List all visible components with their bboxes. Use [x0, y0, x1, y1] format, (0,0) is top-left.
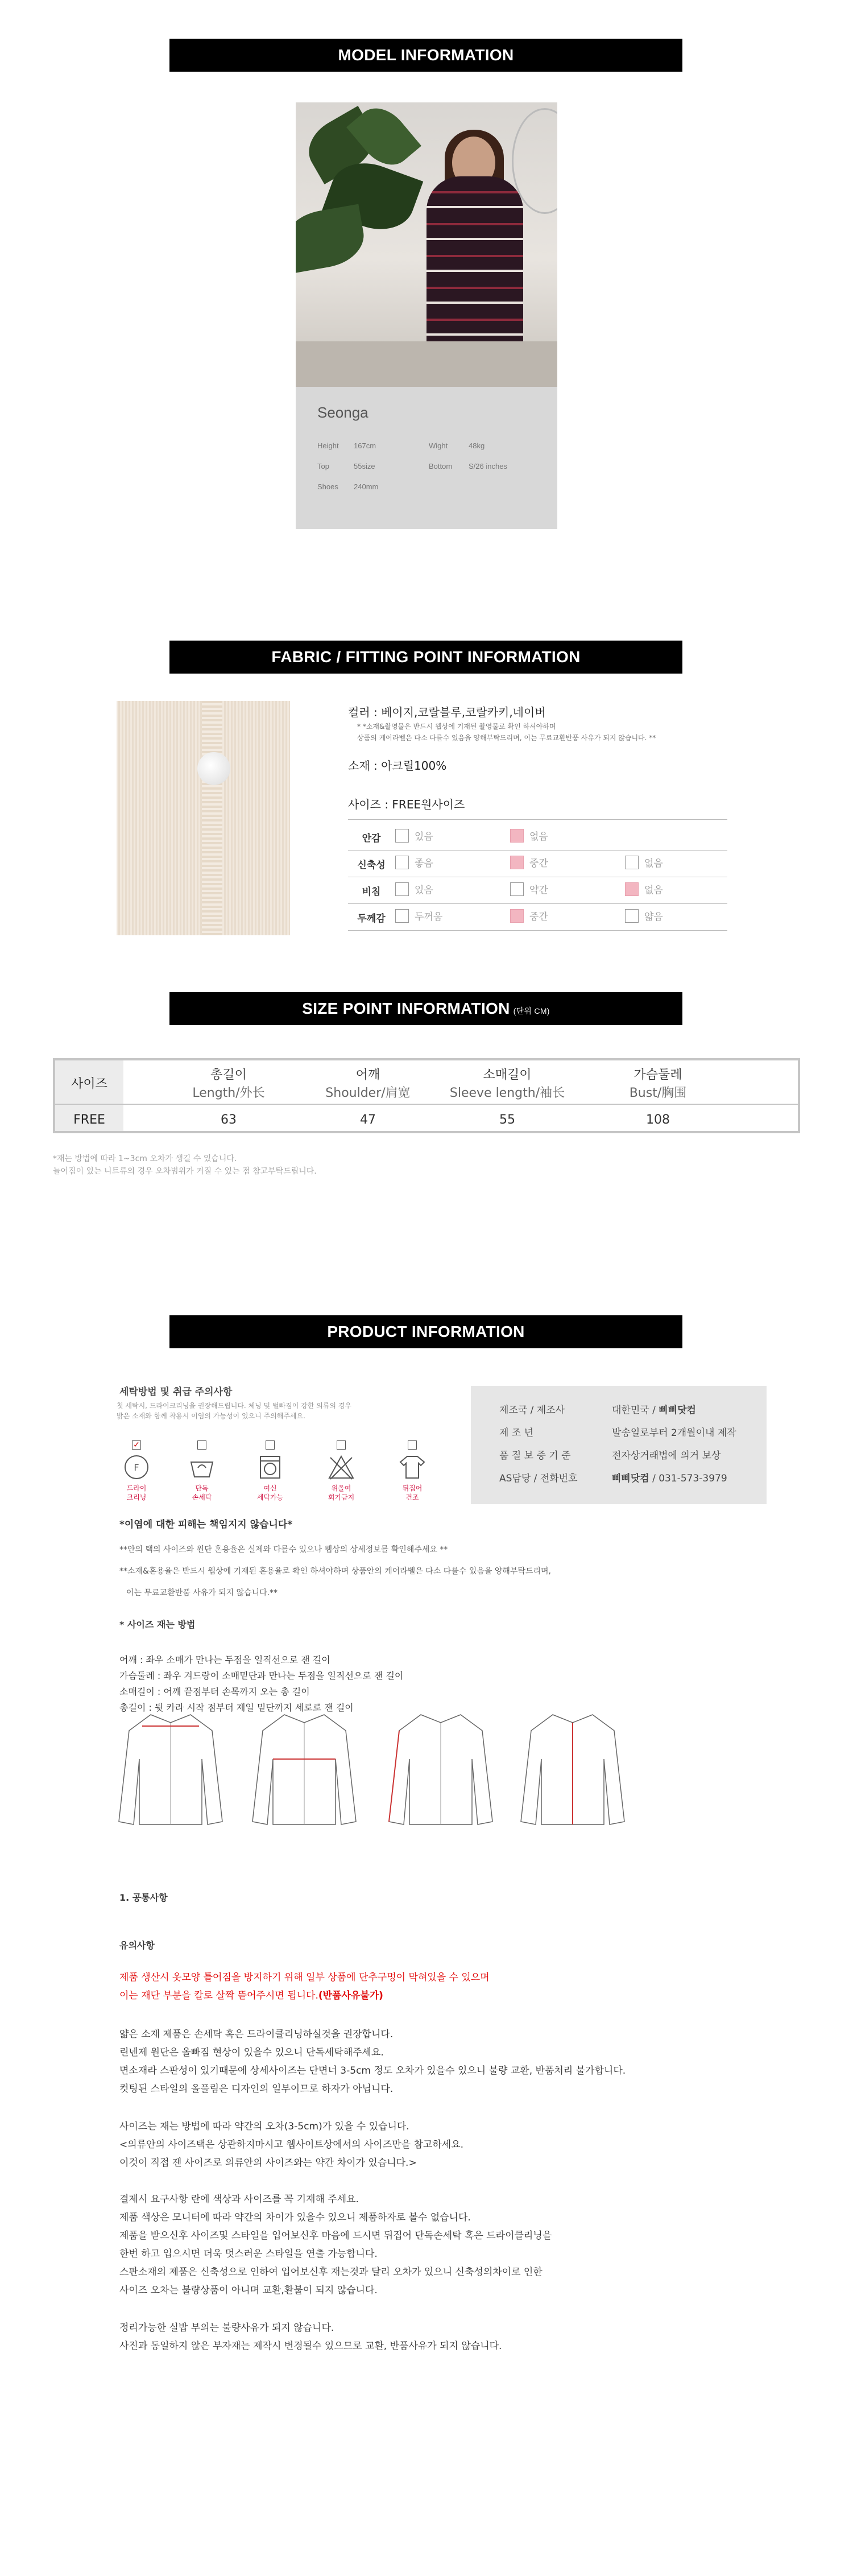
notice-line: <의류안의 사이즈택은 상관하지마시고 웹사이트상에서의 사이즈만을 참고하세요.: [119, 2139, 464, 2150]
col-bust-en: Bust/胸围: [629, 1086, 687, 1100]
model-info-card: [296, 387, 557, 529]
weight-label: Wight: [429, 441, 448, 450]
info-value: 대한민국 / 삐삐닷컴: [612, 1405, 696, 1416]
col-shoulder-value: 47: [360, 1113, 376, 1127]
measure-line: 소매길이 : 어깨 끝점부터 손목까지 오는 총 길이: [119, 1686, 310, 1697]
icon-label: 여신: [263, 1484, 277, 1492]
fit-row-lining: [348, 824, 727, 851]
checkbox: [625, 856, 639, 869]
notice-line: 스판소재의 제품은 신축성으로 인하여 입어보신후 재는것과 달리 오차가 있으니 신축성의차이로 인한: [119, 2267, 543, 2278]
shirt-sleeve-diagram: [387, 1708, 495, 1827]
stain-note-1: **안의 택의 사이즈와 원단 혼용율은 실제와 다를수 있으나 웹상의 상세정보를 확인해주세요 **: [119, 1545, 448, 1554]
fit-row-stretch: [348, 851, 727, 877]
notice-line: 한번 하고 입으시면 더욱 멋스러운 스타일을 연출 가능합니다.: [119, 2248, 378, 2260]
icon-label: 위올여: [331, 1484, 351, 1492]
info-label: AS담당 / 전화번호: [499, 1473, 578, 1484]
material-line: 소재 : 아크릴100%: [348, 759, 447, 773]
fit-row-label: 안감: [348, 824, 395, 851]
shoes-value: 240mm: [354, 482, 379, 491]
size-info-title: [169, 992, 682, 1025]
checkbox: [395, 829, 409, 843]
checkbox: [510, 882, 524, 896]
size-table: [53, 1058, 800, 1133]
checkbox: [395, 909, 409, 923]
col-bust-value: 108: [646, 1113, 670, 1127]
size-title-text: SIZE POINT INFORMATION: [302, 1000, 510, 1017]
col-length-value: 63: [221, 1113, 237, 1127]
option-label: 없음: [644, 858, 663, 870]
icon-label: 회기금지: [328, 1493, 355, 1501]
icon-label: 건조: [405, 1493, 419, 1501]
notice-line: 면소재라 스판성이 있기때문에 상세사이즈는 단면너 3-5cm 정도 오차가 있을수 있으니 불량 교환, 반품처리 불가합니다.: [119, 2065, 626, 2077]
measure-list: [119, 1652, 403, 1716]
notice-line: 이것이 직접 잰 사이즈로 의류안의 사이즈와는 약간 차이가 있습니다.>: [119, 2157, 417, 2169]
stain-note-2: **소재&혼용율은 반드시 웹상에 기재된 혼용율로 확인 하셔야하며 상품안의 케어라벨은 다소 다를수 있음을 양해부탁드리며,: [119, 1567, 551, 1576]
option-label: 없음: [529, 831, 548, 843]
icon-label: 크리닝: [126, 1493, 147, 1501]
weight-value: 48kg: [469, 441, 485, 450]
checkbox: [625, 909, 639, 923]
top-label: Top: [317, 462, 329, 470]
icon-label: 세탁가능: [256, 1493, 284, 1501]
checkbox-selected: [510, 829, 524, 843]
notice-line: 사이즈는 재는 방법에 따라 약간의 오차(3-5cm)가 있을 수 있습니다.: [119, 2121, 409, 2132]
fit-row-label: 신축성: [348, 851, 395, 877]
info-value: 삐삐닷컴 / 031-573-3979: [612, 1473, 727, 1484]
product-info-title: PRODUCT INFORMATION: [169, 1315, 682, 1348]
shirt-length-diagram: [519, 1708, 627, 1827]
stain-title: *이염에 대한 피해는 책임지지 않습니다*: [119, 1519, 293, 1530]
dry-clean-icon: ✓ F 드라이 크리닝: [117, 1440, 156, 1502]
info-value: 발송일로부터 2개월이내 제작: [612, 1427, 736, 1439]
fabric-info-title: FABRIC / FITTING POINT INFORMATION: [169, 641, 682, 674]
measure-line: 가슴둘레 : 좌우 겨드랑이 소매밑단과 만나는 두점을 일직선으로 잰 길이: [119, 1670, 404, 1681]
checkbox-selected: [625, 882, 639, 896]
height-label: Height: [317, 441, 339, 450]
icon-label: 단독: [195, 1484, 209, 1492]
notice-line: 제품을 받으신후 사이즈및 스타일을 입어보신후 마음에 드시면 뒤집어 단독손세탁 혹은 드라이클리닝을: [119, 2230, 552, 2241]
color-note-1: * *소재&촬영물은 반드시 웹상에 기재된 촬영물로 확인 하셔야하며: [357, 723, 556, 730]
checkbox-selected: [510, 909, 524, 923]
fit-row-thickness: [348, 904, 727, 931]
measure-line: 총길이 : 뒷 카라 시작 점부터 제일 밑단까지 세로로 잰 길이: [119, 1702, 354, 1713]
hand-wash-icon: [182, 1440, 222, 1502]
checkbox: [395, 882, 409, 896]
size-note-2: 늘어짐이 있는 니트류의 경우 오차범위가 커질 수 있는 점 참고부탁드립니다.: [53, 1167, 317, 1176]
shirt-shoulder-diagram: [117, 1708, 225, 1827]
col-length-ko: 총길이: [210, 1068, 247, 1082]
size-row-label: 사이즈: [71, 1077, 107, 1091]
notice-line: 사이즈 오차는 불량상품이 아니며 교환,환불이 되지 않습니다.: [119, 2285, 378, 2296]
option-label: 없음: [644, 885, 663, 897]
col-sleeve-value: 55: [499, 1113, 515, 1127]
col-sleeve-en: Sleeve length/袖长: [449, 1086, 565, 1100]
model-name: Seonga: [317, 404, 368, 421]
icon-label: 손세탁: [192, 1493, 212, 1501]
common-title: 1. 공통사항: [119, 1892, 168, 1903]
option-label: 두꺼움: [415, 911, 443, 923]
measure-title: * 사이즈 재는 방법: [119, 1619, 196, 1630]
caution-title: 유의사항: [119, 1940, 155, 1951]
measure-line: 어깨 : 좌우 소매가 만나는 두점을 일직선으로 잰 길이: [119, 1654, 330, 1665]
notice-line: 정리가능한 실밥 부의는 불량사유가 되지 않습니다.: [119, 2322, 334, 2334]
caution-red-1: 제품 생산시 옷모양 틀어짐을 방지하기 위해 일부 상품에 단추구멍이 막혀있을 수 있으며: [119, 1972, 490, 1983]
notice-group-2: [119, 2117, 463, 2172]
color-note-2: 상품의 케어라벨은 다소 다를수 있음을 양해부탁드리며, 이는 무료교환반품 사유가 되지 않습니다. **: [357, 734, 656, 742]
option-label: 중간: [529, 858, 548, 870]
option-label: 좋음: [415, 858, 433, 870]
icon-label: 뒤집어: [402, 1484, 423, 1492]
notice-group-4: [119, 2319, 502, 2355]
info-value: 전자상거래법에 의거 보상: [612, 1450, 721, 1462]
col-shoulder-ko: 어깨: [355, 1068, 380, 1082]
shoes-label: Shoes: [317, 482, 338, 491]
care-title: 세탁방법 및 취급 주의사항: [119, 1386, 233, 1398]
notice-line: 린넨제 원단은 올빠짐 현상이 있을수 있으니 단독세탁해주세요.: [119, 2047, 384, 2058]
checkbox-selected: [510, 856, 524, 869]
fit-row-label: 비침: [348, 877, 395, 904]
care-desc-1: 첫 세탁시, 드라이크리닝을 권장해드립니다. 체닝 및 털빠짐이 강한 의류의 경우: [117, 1402, 351, 1410]
col-shoulder-en: Shoulder/肩宽: [325, 1086, 411, 1100]
notice-line: 사진과 동일하지 않은 부자재는 제작시 변경될수 있으므로 교환, 반품사유가 되지 않습니다.: [119, 2340, 502, 2352]
option-label: 있음: [415, 831, 433, 843]
checkbox: [395, 856, 409, 869]
notice-line: 컷팅된 스타일의 올풀림은 디자인의 일부이므로 하자가 아닙니다.: [119, 2083, 394, 2095]
option-label: 중간: [529, 911, 548, 923]
bottom-value: S/26 inches: [469, 462, 507, 470]
color-line: 컬러 : 베이지,코랄블루,코랄카키,네이버: [348, 705, 546, 719]
info-label: 품 질 보 증 기 준: [499, 1450, 571, 1462]
model-info-title: MODEL INFORMATION: [169, 39, 682, 72]
fit-row-label: 두께감: [348, 904, 395, 931]
fabric-swatch-image: [117, 701, 290, 935]
flat-dry-icon: [392, 1440, 432, 1502]
fitting-table: [348, 824, 727, 931]
col-bust-ko: 가슴둘레: [633, 1068, 682, 1082]
bottom-label: Bottom: [429, 462, 453, 470]
info-label: 제 조 년: [499, 1427, 534, 1439]
notice-line: 얇은 소재 제품은 손세탁 혹은 드라이클리닝하실것을 권장합니다.: [119, 2029, 394, 2040]
model-photo: [296, 102, 557, 387]
option-label: 얇음: [644, 911, 663, 923]
notice-line: 제품 색상은 모니터에 따라 약간의 차이가 있을수 있으니 제품하자로 볼수 없습니다.: [119, 2212, 471, 2223]
size-row-free: FREE: [73, 1113, 105, 1127]
shirt-bust-diagram: [250, 1708, 358, 1827]
size-note-1: *재는 방법에 따라 1~3cm 오차가 생길 수 있습니다.: [53, 1154, 237, 1163]
care-desc-2: 밝은 소재와 함께 착용시 이염의 가능성이 있으니 주의해주세요.: [117, 1412, 305, 1420]
svg-text:F: F: [134, 1462, 139, 1473]
caution-red-2: 이는 재단 부분을 칼로 살짝 뜯어주시면 됩니다.(반품사유불가): [119, 1990, 383, 2001]
col-length-en: Length/外长: [192, 1086, 265, 1100]
fit-row-sheer: [348, 877, 727, 904]
height-value: 167cm: [354, 441, 376, 450]
notice-group-3: [119, 2190, 552, 2300]
product-info-box: [471, 1386, 767, 1504]
col-sleeve-ko: 소매길이: [483, 1068, 532, 1082]
notice-line: 결제시 요구사항 란에 색상과 사이즈를 꼭 기재해 주세요.: [119, 2194, 359, 2205]
no-bleach-icon: [321, 1440, 361, 1502]
notice-group-1: [119, 2025, 626, 2098]
stain-note-3: 이는 무료교환반품 사유가 되지 않습니다.**: [126, 1588, 278, 1597]
machine-wash-icon: [250, 1440, 290, 1502]
top-value: 55size: [354, 462, 375, 470]
option-label: 있음: [415, 885, 433, 897]
size-unit: (단위 CM): [513, 1006, 550, 1015]
size-line: 사이즈 : FREE원사이즈: [348, 798, 465, 811]
icon-label: 드라이: [126, 1484, 147, 1492]
option-label: 약간: [529, 885, 548, 897]
info-label: 제조국 / 제조사: [499, 1405, 565, 1416]
